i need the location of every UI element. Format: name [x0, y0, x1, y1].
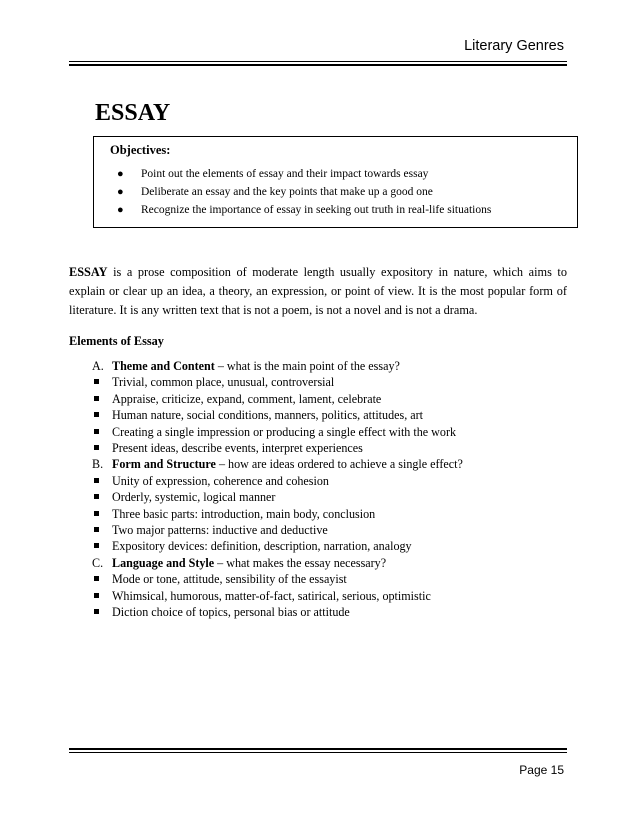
objectives-list	[117, 165, 491, 219]
list-item-text: Orderly, systemic, logical manner	[112, 490, 276, 505]
elements-heading: Elements of Essay	[69, 334, 164, 348]
square-bullet-icon	[94, 576, 99, 581]
outline-letter: A.	[92, 359, 104, 373]
header-rule	[69, 61, 567, 66]
outline-title: Form and Structure	[112, 457, 216, 472]
outline-desc: – what is the main point of the essay?	[214, 359, 400, 373]
objective-text: Deliberate an essay and the key points that make up a good one	[141, 186, 433, 198]
list-item	[92, 571, 463, 587]
list-item	[92, 604, 463, 620]
intro-term: ESSAY	[69, 265, 108, 279]
list-item	[92, 506, 463, 522]
objective-item	[117, 201, 491, 219]
square-bullet-icon	[94, 609, 99, 614]
list-item	[92, 407, 463, 423]
section-title: ESSAY	[95, 100, 171, 126]
objectives-box	[93, 136, 578, 228]
bullet-icon: ●	[117, 186, 124, 198]
objectives-heading: Objectives:	[110, 143, 171, 157]
outline-desc: – what makes the essay necessary?	[214, 555, 387, 570]
list-item-text: Mode or tone, attitude, sensibility of the essayist	[112, 572, 347, 587]
outline-heading-c	[92, 555, 463, 571]
square-bullet-icon	[94, 396, 99, 401]
list-item	[92, 538, 463, 554]
outline-title: Language and Style	[112, 555, 215, 570]
square-bullet-icon	[94, 412, 99, 417]
list-item-text: Whimsical, humorous, matter-of-fact, satirical, serious, optimistic	[112, 588, 431, 603]
objective-text: Point out the elements of essay and their impact towards essay	[141, 168, 429, 180]
list-item	[92, 424, 463, 440]
list-item-text: Appraise, criticize, expand, comment, lament, celebrate	[112, 391, 382, 406]
bullet-icon: ●	[117, 204, 124, 216]
intro-text: is a prose composition of moderate length usually expository in nature, which aims to explain or clear up an idea, a theory, an expression, or point of view. It is the most popular form of literature. It is any written text that is not a poem, is not a novel and is not a drama.	[69, 265, 567, 318]
square-bullet-icon	[94, 379, 99, 384]
outline-desc: – how are ideas ordered to achieve a single effect?	[215, 457, 463, 472]
list-item-text: Two major patterns: inductive and deductive	[112, 523, 328, 538]
list-item-text: Creating a single impression or producing a single effect with the work	[112, 424, 457, 439]
outline-title: Theme and Content	[112, 359, 215, 373]
list-item-text: Unity of expression, coherence and cohesion	[112, 473, 329, 488]
list-item	[92, 489, 463, 505]
square-bullet-icon	[94, 543, 99, 548]
list-item-text: Trivial, common place, unusual, controversial	[112, 375, 335, 390]
objective-text: Recognize the importance of essay in seeking out truth in real-life situations	[141, 204, 492, 216]
square-bullet-icon	[94, 429, 99, 434]
bullet-icon: ●	[117, 168, 124, 180]
list-item-text: Human nature, social conditions, manners, politics, attitudes, art	[112, 408, 424, 423]
list-item	[92, 374, 463, 390]
list-item	[92, 588, 463, 604]
list-item	[92, 391, 463, 407]
running-header: Literary Genres	[464, 38, 564, 54]
list-item	[92, 522, 463, 538]
outline-heading-a	[92, 358, 463, 374]
square-bullet-icon	[94, 445, 99, 450]
list-item	[92, 440, 463, 456]
square-bullet-icon	[94, 527, 99, 532]
list-item	[92, 473, 463, 489]
list-item-text: Present ideas, describe events, interpret experiences	[112, 441, 363, 456]
list-item-text: Expository devices: definition, description, narration, analogy	[112, 539, 412, 554]
elements-outline	[92, 358, 463, 621]
intro-paragraph	[69, 263, 567, 321]
footer-rule	[69, 748, 567, 753]
outline-heading-b	[92, 456, 463, 472]
list-item-text: Diction choice of topics, personal bias or attitude	[112, 605, 350, 620]
page-number: Page 15	[519, 763, 564, 777]
square-bullet-icon	[94, 593, 99, 598]
objective-item	[117, 183, 491, 201]
objective-item	[117, 165, 491, 183]
square-bullet-icon	[94, 494, 99, 499]
outline-letter: C.	[92, 555, 104, 570]
square-bullet-icon	[94, 478, 99, 483]
list-item-text: Three basic parts: introduction, main body, conclusion	[112, 506, 376, 521]
square-bullet-icon	[94, 511, 99, 516]
outline-letter: B.	[92, 457, 104, 472]
